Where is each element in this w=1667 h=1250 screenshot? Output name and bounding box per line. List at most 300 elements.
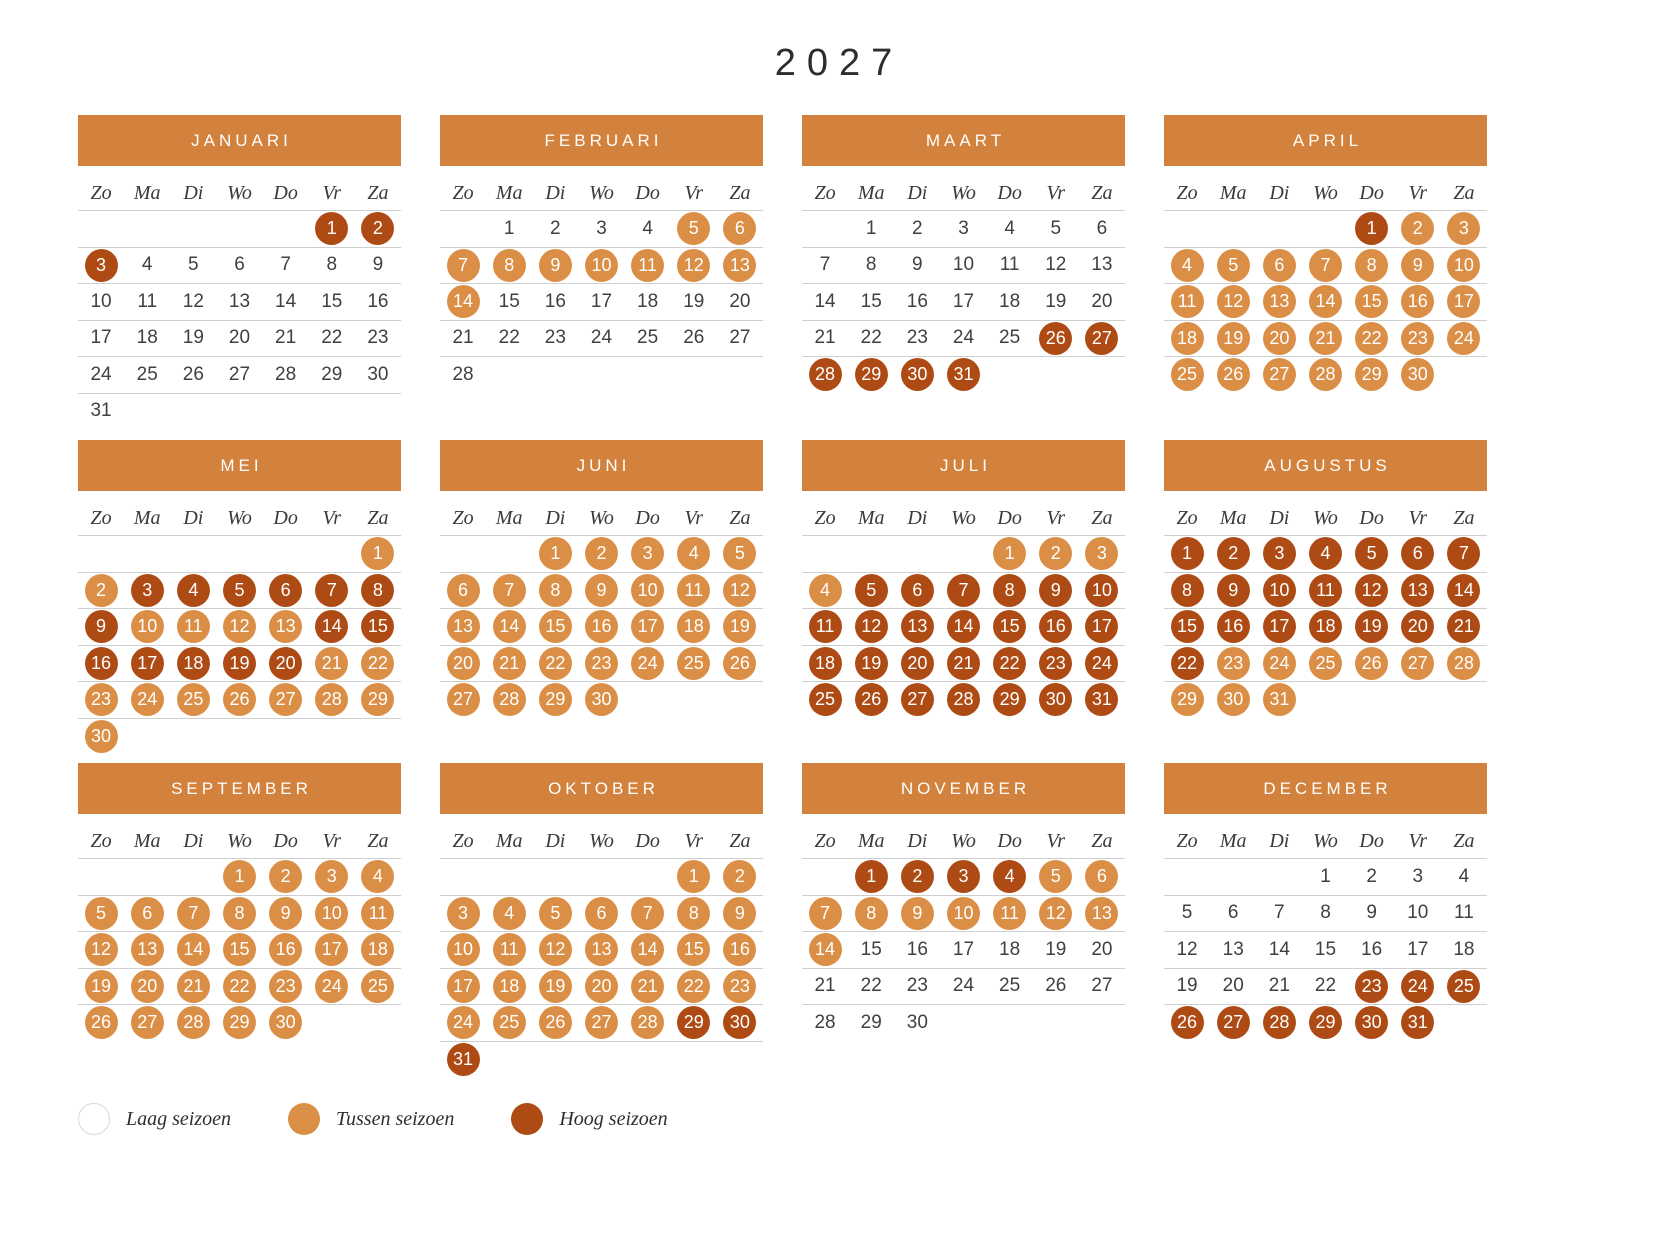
day-number: 1 [1355,212,1388,245]
week-row [1164,535,1487,572]
day-number: 11 [361,897,394,930]
day-number: 16 [1401,285,1434,318]
day-cell [947,647,980,680]
day-number: 2 [1401,212,1434,245]
day-number: 7 [1309,249,1342,282]
day-number: 20 [1091,938,1113,960]
day-number: 18 [493,970,526,1003]
weekday-label: Wo [589,182,614,204]
week-row [802,247,1125,284]
day-number: 25 [999,327,1021,349]
day-cell [1401,537,1434,570]
day-number: 13 [447,610,480,643]
day-cell [809,647,842,680]
day-cell [447,249,480,282]
month-title: JULI [940,455,991,475]
day-number: 20 [1091,290,1113,312]
day-number: 4 [642,217,653,239]
day-number: 4 [677,537,710,570]
day-number: 11 [137,290,158,312]
day-number: 9 [539,249,572,282]
day-cell [85,322,118,355]
day-number: 23 [723,970,756,1003]
day-cell [677,1006,710,1039]
day-number: 2 [85,574,118,607]
day-cell [809,933,842,966]
day-cell [447,285,480,318]
day-number: 14 [631,933,664,966]
day-cell [947,970,980,1003]
weekday-label: Wo [1313,507,1338,529]
weekday-label: Vr [1046,507,1066,529]
day-cell [1263,897,1296,930]
weekday-label: Di [545,507,566,529]
day-number: 21 [947,647,980,680]
day-number: 11 [177,610,210,643]
day-cell [723,933,756,966]
laag-season-circle-icon [78,1103,110,1135]
day-number: 5 [85,897,118,930]
weekday-row [1164,825,1487,858]
day-cell [85,285,118,318]
day-cell [177,358,210,391]
day-number: 24 [1401,970,1434,1003]
month-header [440,440,763,491]
day-number: 6 [269,574,302,607]
day-cell [631,933,664,966]
day-number: 5 [677,212,710,245]
day-cell [901,574,934,607]
day-number: 27 [901,683,934,716]
day-cell [315,358,348,391]
legend-label-hoog: Hoog seizoen [559,1107,668,1130]
day-cell [631,610,664,643]
day-cell [901,1006,934,1039]
day-number: 19 [539,970,572,1003]
weekday-label: Zo [90,507,112,529]
week-row [1164,608,1487,645]
day-cell [993,860,1026,893]
weekday-label: Ma [857,507,885,529]
day-number: 12 [1039,897,1072,930]
day-number: 12 [1355,574,1388,607]
day-cell [901,249,934,282]
day-cell [677,574,710,607]
day-cell [1355,970,1388,1003]
day-cell [361,285,394,318]
day-cell [85,720,118,753]
day-number: 24 [1447,322,1480,355]
weekday-label: Wo [227,507,252,529]
day-number: 22 [361,647,394,680]
day-number: 6 [1085,860,1118,893]
day-number: 11 [1171,285,1204,318]
day-number: 7 [809,897,842,930]
day-number: 2 [1217,537,1250,570]
day-cell [585,574,618,607]
day-number: 18 [1453,938,1475,960]
day-cell [85,395,118,428]
day-number: 6 [131,897,164,930]
day-number: 29 [223,1006,256,1039]
day-cell [677,933,710,966]
week-row [1164,247,1487,284]
week-row [78,718,401,755]
day-cell [223,574,256,607]
day-number: 21 [493,647,526,680]
weekday-row [440,177,763,210]
day-cell [269,249,302,282]
day-cell [723,610,756,643]
day-number: 5 [223,574,256,607]
day-cell [723,860,756,893]
day-cell [585,285,618,318]
day-number: 28 [315,683,348,716]
day-cell [131,683,164,716]
weeks [78,858,401,1041]
day-cell [993,574,1026,607]
day-cell [493,933,526,966]
day-cell [1217,970,1250,1003]
season-legend [78,1103,1589,1135]
day-cell [585,1006,618,1039]
day-number: 18 [361,933,394,966]
month-title: MEI [220,455,263,475]
weekday-label: Do [997,507,1022,529]
day-cell [269,970,302,1003]
day-cell [631,970,664,1003]
day-cell [585,537,618,570]
day-number: 3 [1263,537,1296,570]
week-row [78,393,401,430]
day-number: 12 [855,610,888,643]
day-number: 13 [228,290,251,312]
day-cell [855,574,888,607]
day-number: 28 [452,363,474,385]
day-cell [1217,1006,1250,1039]
day-number: 24 [447,1006,480,1039]
day-number: 1 [855,860,888,893]
day-cell [993,683,1026,716]
day-number: 28 [947,683,980,716]
day-number: 18 [637,290,659,312]
day-number: 22 [1355,322,1388,355]
legend-item-hoog [511,1103,667,1135]
day-cell [585,212,618,245]
day-number: 7 [1274,902,1285,924]
day-number: 8 [493,249,526,282]
day-number: 5 [1039,860,1072,893]
week-row [78,535,401,572]
day-number: 16 [723,933,756,966]
weekday-label: Di [1269,182,1290,204]
weekday-label: Za [1091,507,1113,529]
weeks [440,535,763,718]
weekday-label: Ma [133,182,161,204]
months-grid [78,115,1589,1077]
week-row [78,858,401,895]
day-cell [447,647,480,680]
day-number: 11 [677,574,710,607]
day-number: 13 [269,610,302,643]
day-cell [447,1043,480,1076]
day-cell [585,322,618,355]
day-number: 19 [855,647,888,680]
day-number: 17 [631,610,664,643]
day-number: 19 [1045,290,1067,312]
day-cell [855,358,888,391]
day-cell [493,285,526,318]
week-row [1164,968,1487,1005]
legend-label-tussen: Tussen seizoen [336,1107,455,1130]
day-number: 16 [544,290,566,312]
month-block [78,440,401,754]
day-cell [539,574,572,607]
day-cell [1039,285,1072,318]
day-cell [855,610,888,643]
day-cell [269,683,302,716]
day-cell [539,537,572,570]
day-cell [1085,860,1118,893]
weekday-label: Za [729,507,751,529]
day-number: 4 [1458,865,1470,887]
day-cell [493,683,526,716]
weekday-label: Do [635,830,660,852]
day-cell [1039,647,1072,680]
day-cell [539,249,572,282]
day-cell [855,860,888,893]
day-number: 21 [452,327,474,349]
day-number: 20 [1222,975,1244,997]
week-row [78,608,401,645]
day-number: 19 [1355,610,1388,643]
weekday-label: Di [907,182,928,204]
day-number: 17 [131,647,164,680]
week-row [440,931,763,968]
day-cell [855,285,888,318]
day-number: 31 [947,358,980,391]
day-cell [131,1006,164,1039]
month-header [1164,763,1487,814]
day-cell [1355,574,1388,607]
day-number: 21 [1447,610,1480,643]
day-number: 2 [550,217,561,239]
day-cell [723,1006,756,1039]
day-cell [1263,610,1296,643]
month-title: OKTOBER [548,778,659,798]
day-number: 5 [1217,249,1250,282]
day-cell [585,610,618,643]
day-number: 10 [947,897,980,930]
day-number: 3 [947,860,980,893]
day-number: 10 [1263,574,1296,607]
day-number: 30 [1401,358,1434,391]
day-cell [361,683,394,716]
day-number: 10 [131,610,164,643]
day-cell [993,285,1026,318]
weekday-label: Wo [1313,182,1338,204]
day-cell [1355,1006,1388,1039]
day-number: 22 [677,970,710,1003]
weekday-label: Wo [951,182,976,204]
weekday-label: Do [273,507,298,529]
day-number: 23 [1401,322,1434,355]
day-number: 12 [85,933,118,966]
hoog-season-circle-icon [511,1103,543,1135]
day-cell [1355,212,1388,245]
day-cell [269,897,302,930]
day-cell [993,933,1026,966]
day-cell [1401,249,1434,282]
day-number: 29 [539,683,572,716]
day-cell [901,970,934,1003]
day-cell [809,683,842,716]
day-number: 30 [1039,683,1072,716]
month-header [1164,115,1487,166]
week-row [78,645,401,682]
day-number: 28 [1263,1006,1296,1039]
day-cell [315,860,348,893]
day-number: 5 [188,254,199,276]
day-cell [723,970,756,1003]
day-cell [223,322,256,355]
weekday-label: Ma [133,830,161,852]
day-cell [447,897,480,930]
day-cell [539,322,572,355]
day-cell [223,970,256,1003]
weekday-row [78,502,401,535]
weekday-label: Di [1269,830,1290,852]
weekday-label: Vr [1408,830,1428,852]
day-cell [855,212,888,245]
day-number: 25 [637,327,659,349]
day-number: 2 [1039,537,1072,570]
day-number: 31 [90,400,112,422]
week-row [802,681,1125,718]
day-number: 26 [1171,1006,1204,1039]
day-number: 29 [677,1006,710,1039]
day-number: 6 [234,254,245,276]
day-cell [947,322,980,355]
day-number: 13 [1085,897,1118,930]
week-row [440,247,763,284]
day-number: 25 [1447,970,1480,1003]
day-number: 20 [131,970,164,1003]
month-header [802,115,1125,166]
day-cell [1355,249,1388,282]
day-cell [539,647,572,680]
day-number: 20 [585,970,618,1003]
day-cell [1217,537,1250,570]
week-row [1164,572,1487,609]
day-cell [315,610,348,643]
day-cell [223,610,256,643]
day-number: 3 [1085,537,1118,570]
day-number: 4 [141,254,153,276]
day-cell [177,610,210,643]
weekday-label: Zo [452,830,474,852]
day-number: 1 [993,537,1026,570]
day-number: 27 [447,683,480,716]
day-cell [1171,1006,1204,1039]
day-number: 25 [361,970,394,1003]
day-number: 16 [585,610,618,643]
day-cell [1309,322,1342,355]
day-number: 16 [1361,938,1383,960]
weeks [78,535,401,754]
day-number: 3 [447,897,480,930]
day-cell [993,970,1026,1003]
day-number: 30 [367,363,389,385]
day-cell [1217,285,1250,318]
day-number: 3 [958,217,969,239]
day-cell [493,897,526,930]
day-number: 10 [1407,902,1429,924]
day-cell [131,647,164,680]
month-block [802,763,1125,1041]
weekday-label: Zo [452,507,474,529]
day-cell [1401,322,1434,355]
legend-item-laag [78,1103,231,1135]
day-number: 29 [860,1011,882,1033]
day-number: 23 [906,975,928,997]
day-number: 26 [539,1006,572,1039]
day-number: 24 [590,327,613,349]
day-number: 10 [631,574,664,607]
day-number: 19 [1176,975,1198,997]
day-number: 1 [361,537,394,570]
day-cell [993,647,1026,680]
day-cell [585,683,618,716]
day-cell [809,970,842,1003]
day-cell [723,647,756,680]
day-cell [585,647,618,680]
day-cell [855,322,888,355]
day-cell [1039,574,1072,607]
month-block [78,763,401,1041]
day-number: 25 [1309,647,1342,680]
day-number: 19 [223,647,256,680]
day-cell [223,285,256,318]
day-cell [1085,610,1118,643]
day-number: 9 [85,610,118,643]
week-row [802,608,1125,645]
day-number: 12 [182,290,204,312]
day-number: 10 [1447,249,1480,282]
day-number: 5 [539,897,572,930]
day-cell [631,322,664,355]
day-number: 9 [269,897,302,930]
weeks [1164,535,1487,718]
day-cell [177,1006,210,1039]
month-block [1164,440,1487,718]
day-cell [1171,285,1204,318]
day-number: 12 [677,249,710,282]
day-number: 28 [631,1006,664,1039]
weekday-label: Ma [495,507,523,529]
weekday-label: Di [907,830,928,852]
day-cell [993,212,1026,245]
day-number: 24 [952,327,975,349]
day-cell [269,1006,302,1039]
day-number: 15 [361,610,394,643]
day-number: 10 [447,933,480,966]
day-number: 9 [901,897,934,930]
weekday-label: Do [273,182,298,204]
day-cell [1039,933,1072,966]
day-number: 15 [1171,610,1204,643]
day-cell [1085,249,1118,282]
